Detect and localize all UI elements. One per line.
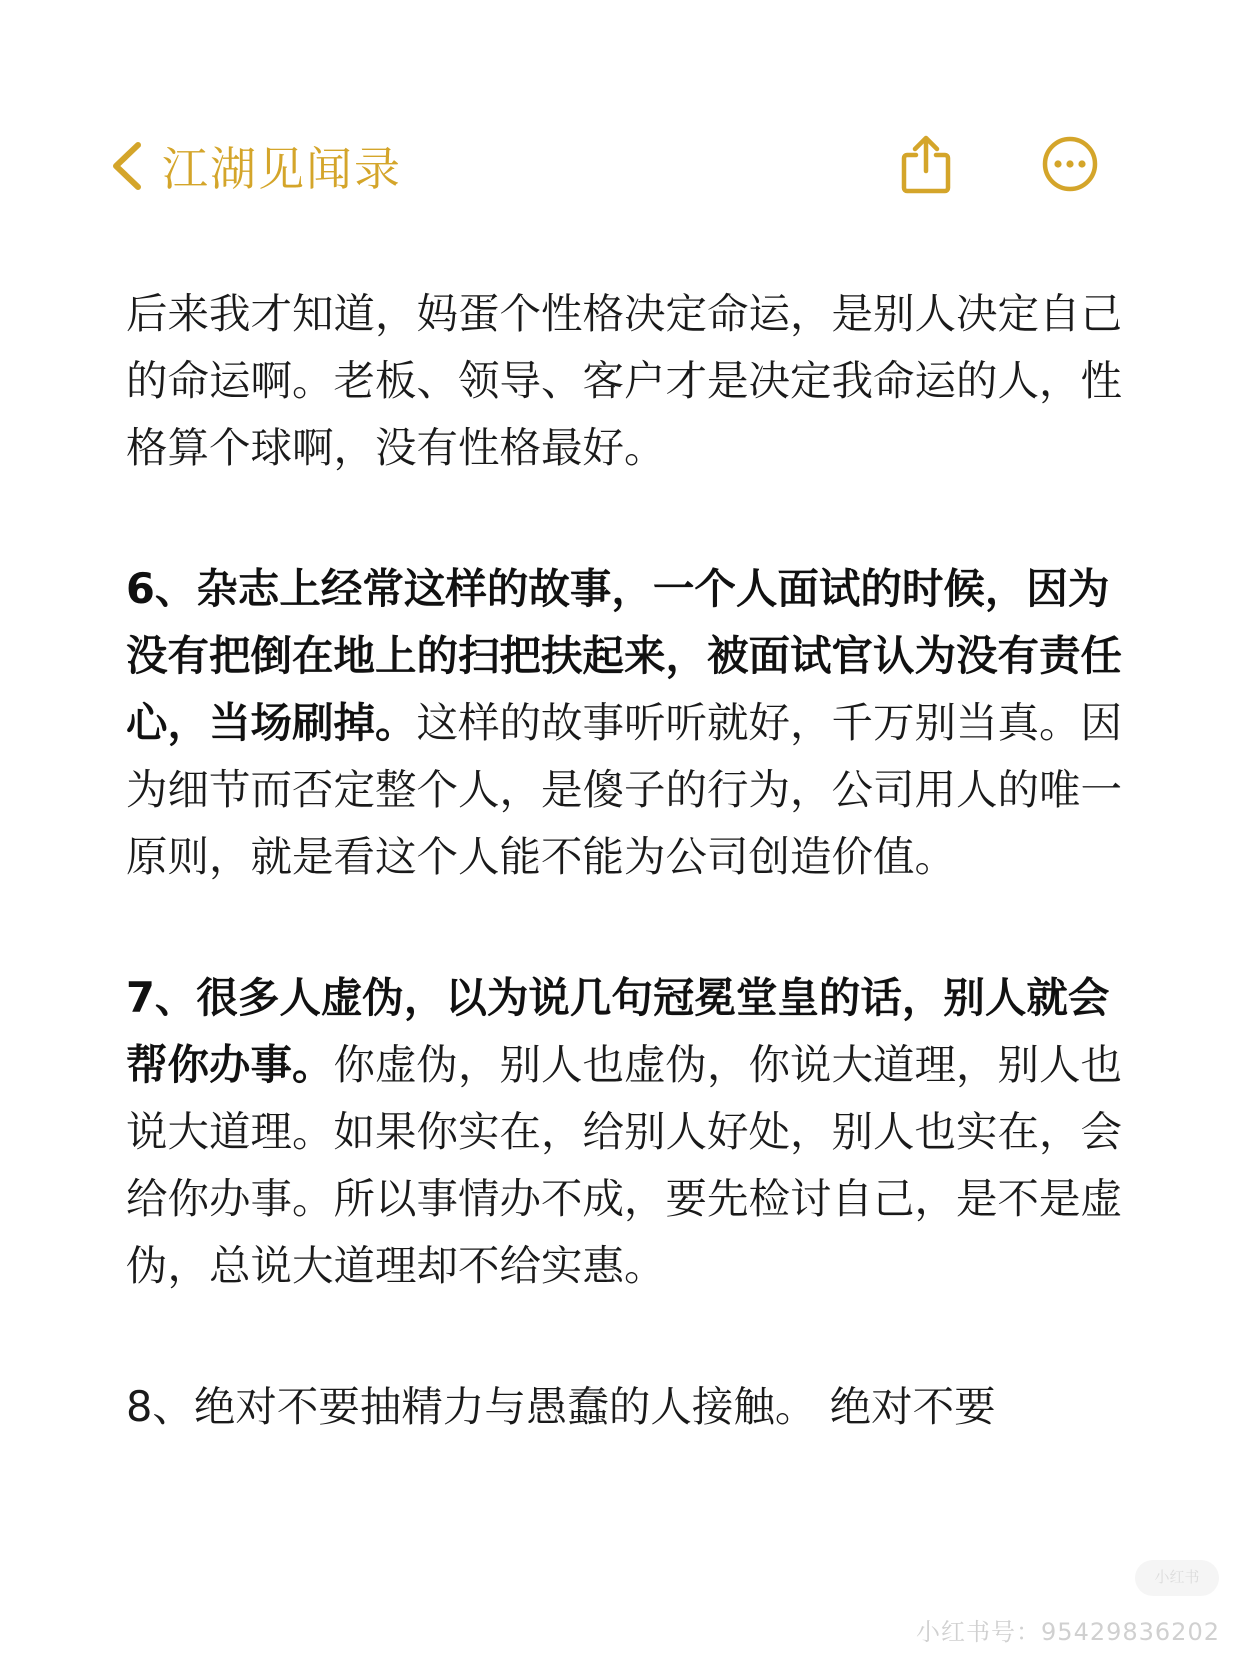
- paragraph-4-text: 8、绝对不要抽精力与愚蠢的人接触。 绝对不要: [126, 1382, 996, 1431]
- share-button[interactable]: [888, 128, 964, 204]
- navigation-bar: [0, 0, 1242, 240]
- paragraph-1-text: 后来我才知道，妈蛋个性格决定命运，是别人决定自己的命运啊。老板、领导、客户才是决定我命运的人，性格算个球啊，没有性格最好。: [126, 289, 1123, 472]
- note-body[interactable]: [126, 280, 1126, 1514]
- paragraph-2-bold: 6、杂志上经常这样的故事，一个人面试的时候，因为没有把倒在地上的扫把扶起来，被面试官认为没有责任心，当场刷掉。: [126, 564, 1123, 747]
- chevron-left-icon: [110, 141, 144, 191]
- more-icon: [1041, 135, 1099, 197]
- paragraph-3-text: 你虚伪，别人也虚伪，你说大道理，别人也说大道理。如果你实在，给别人好处，别人也实在，会给你办事。所以事情办不成，要先检讨自己，是不是虚伪，总说大道理却不给实惠。: [126, 1040, 1123, 1290]
- paragraph-1: [126, 280, 1126, 481]
- paragraph-3: [126, 964, 1126, 1299]
- watermark: 小红书号：95429836202: [916, 1618, 1220, 1646]
- watermark-badge: 小红书: [1135, 1560, 1219, 1596]
- share-icon: [899, 133, 953, 199]
- back-button[interactable]: [110, 128, 402, 204]
- paragraph-2-text: 这样的故事听听就好，千万别当真。因为细节而否定整个人，是傻子的行为，公司用人的唯一原则，就是看这个人能不能为公司创造价值。: [126, 698, 1123, 881]
- paragraph-4: [126, 1373, 1126, 1440]
- paragraph-3-bold: 7、很多人虚伪，以为说几句冠冕堂皇的话，别人就会帮你办事。: [126, 973, 1110, 1089]
- page-title: 江湖见闻录: [162, 142, 402, 196]
- more-button[interactable]: [1032, 128, 1108, 204]
- paragraph-2: [126, 555, 1126, 890]
